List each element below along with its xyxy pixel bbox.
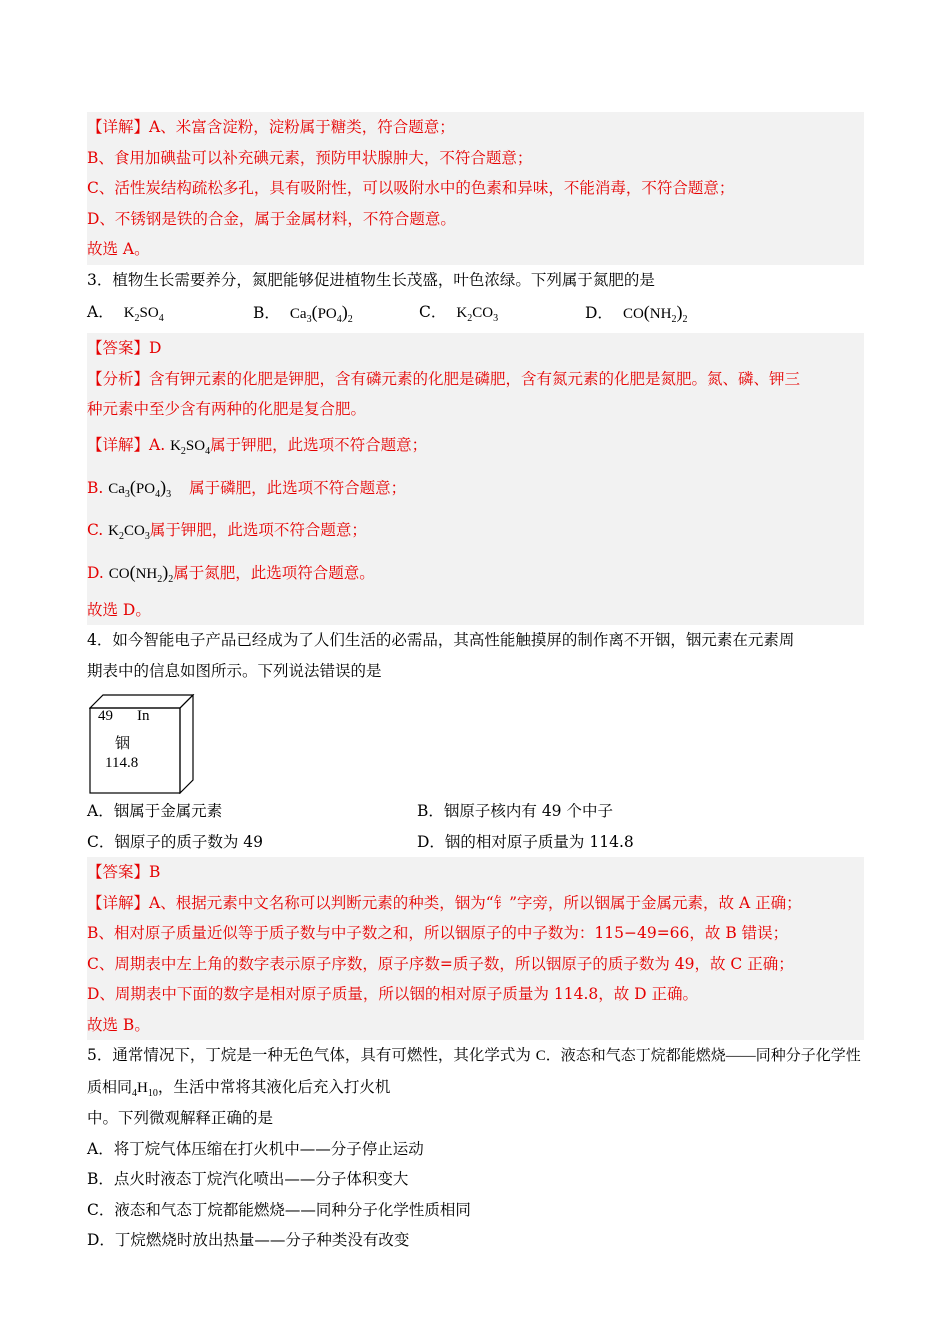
q5-option-a: A．将丁烷气体压缩在打火机中——分子停止运动 — [87, 1139, 424, 1158]
conclusion-line: 故选 B。 — [87, 1015, 150, 1034]
periodic-element-card — [89, 694, 199, 794]
q3-option-d: D． $CO(NH_2)_2$ — [585, 295, 687, 331]
explanation-line: D、不锈钢是铁的合金，属于金属材料，不符合题意。 — [87, 209, 456, 228]
q4-options-row2 — [87, 827, 864, 858]
atomic-number: 49 — [98, 708, 113, 724]
detail-line-c: C. $K_2CO_3$属于钾肥，此选项不符合题意； — [87, 520, 367, 542]
q3-option-c: C． $K_2CO_3$ — [419, 295, 585, 331]
q2-explanation-block — [87, 112, 864, 265]
element-symbol: In — [137, 708, 150, 724]
answer-line: 【答案】B — [87, 863, 161, 881]
analysis-line: 种元素中至少含有两种的化肥是复合肥。 — [87, 400, 367, 418]
answer-line: 【答案】D — [87, 339, 162, 357]
element-name: 铟 — [115, 734, 131, 752]
analysis-line: 【分析】含有钾元素的化肥是钾肥，含有磷元素的化肥是磷肥，含有氮元素的化肥是氮肥。氮、磷、钾三 — [87, 369, 801, 388]
explanation-line: 【详解】A、米富含淀粉，淀粉属于糖类，符合题意； — [87, 118, 455, 136]
formula-k2so4: $K_2SO_4$ — [123, 305, 164, 324]
q3-stem: 3．植物生长需要养分，氮肥能够促进植物生长茂盛，叶色浓绿。下列属于氮肥的是 — [87, 270, 655, 289]
q5-stem-line1: 5．通常情况下，丁烷是一种无色气体，具有可燃性，其化学式为 C．液态和气态丁烷都能燃烧——同种分子化学性质相同$_4H_{10}$，生活中常将其液化后充入打火机 — [87, 1046, 861, 1099]
detail-line-d: D. $CO(NH_2)_2$属于氮肥，此选项符合题意。 — [87, 561, 375, 585]
explanation-line: D、周期表中下面的数字是相对原子质量，所以铟的相对原子质量为 114.8，故 D 正确。 — [87, 985, 699, 1003]
formula-ca3po42: $Ca_3(PO_4)_2$ — [289, 302, 353, 325]
q3-option-b: B． $Ca_3(PO_4)_2$ — [253, 295, 419, 331]
q4-options-row1 — [87, 796, 864, 827]
conclusion-line: 故选 D。 — [87, 600, 151, 619]
detail-line-a: 【详解】A. $K_2SO_4$属于钾肥，此选项不符合题意； — [87, 435, 428, 457]
explanation-line: B、食用加碘盐可以补充碘元素，预防甲状腺肿大，不符合题意； — [87, 148, 533, 167]
explanation-line: C、活性炭结构疏松多孔，具有吸附性，可以吸附水中的色素和异味，不能消毒，不符合题意； — [87, 179, 735, 197]
q3-option-a: A． $K_2SO_4$ — [87, 295, 253, 331]
q5-option-b: B．点火时液态丁烷汽化喷出——分子体积变大 — [87, 1170, 409, 1188]
explanation-line: C、周期表中左上角的数字表示原子序数，原子序数=质子数，所以铟原子的质子数为 49，故 C 正确； — [87, 954, 794, 973]
q3-options — [87, 295, 864, 331]
q4-stem-line1: 4．如今智能电子产品已经成为了人们生活的必需品，其高性能触摸屏的制作离不开铟，铟元素在元素周 — [87, 631, 795, 649]
q4-option-b: B．铟原子核内有 49 个中子 — [417, 802, 613, 820]
formula-conh22: $CO(NH_2)_2$ — [622, 302, 688, 325]
atomic-mass: 114.8 — [105, 755, 139, 771]
q5-stem-line2: 中。下列微观解释正确的是 — [87, 1109, 274, 1127]
q4-stem-line2: 期表中的信息如图所示。下列说法错误的是 — [87, 661, 382, 680]
q5-option-d: D．丁烷燃烧时放出热量——分子种类没有改变 — [87, 1231, 410, 1249]
q4-answer-block — [87, 857, 864, 1040]
explanation-line: 【详解】A、根据元素中文名称可以判断元素的种类，铟为“钅”字旁，所以铟属于金属元素，故 A 正确； — [87, 893, 802, 912]
conclusion-line: 故选 A。 — [87, 240, 150, 258]
page-content — [87, 112, 864, 1256]
formula-k2co3: $K_2CO_3$ — [456, 305, 499, 324]
q3-answer-block — [87, 333, 864, 625]
detail-line-b: B. $Ca_3(PO_4)_3$ 属于磷肥，此选项不符合题意； — [87, 476, 407, 500]
q4-option-a: A．铟属于金属元素 — [87, 802, 223, 820]
q5-option-c: C．液态和气态丁烷都能燃烧——同种分子化学性质相同 — [87, 1200, 471, 1219]
q4-option-d: D．铟的相对原子质量为 114.8 — [417, 832, 634, 851]
explanation-line: B、相对原子质量近似等于质子数与中子数之和，所以铟原子的中子数为：115−49=66，故 B 错误； — [87, 924, 789, 942]
q4-option-c: C．铟原子的质子数为 49 — [87, 832, 264, 851]
